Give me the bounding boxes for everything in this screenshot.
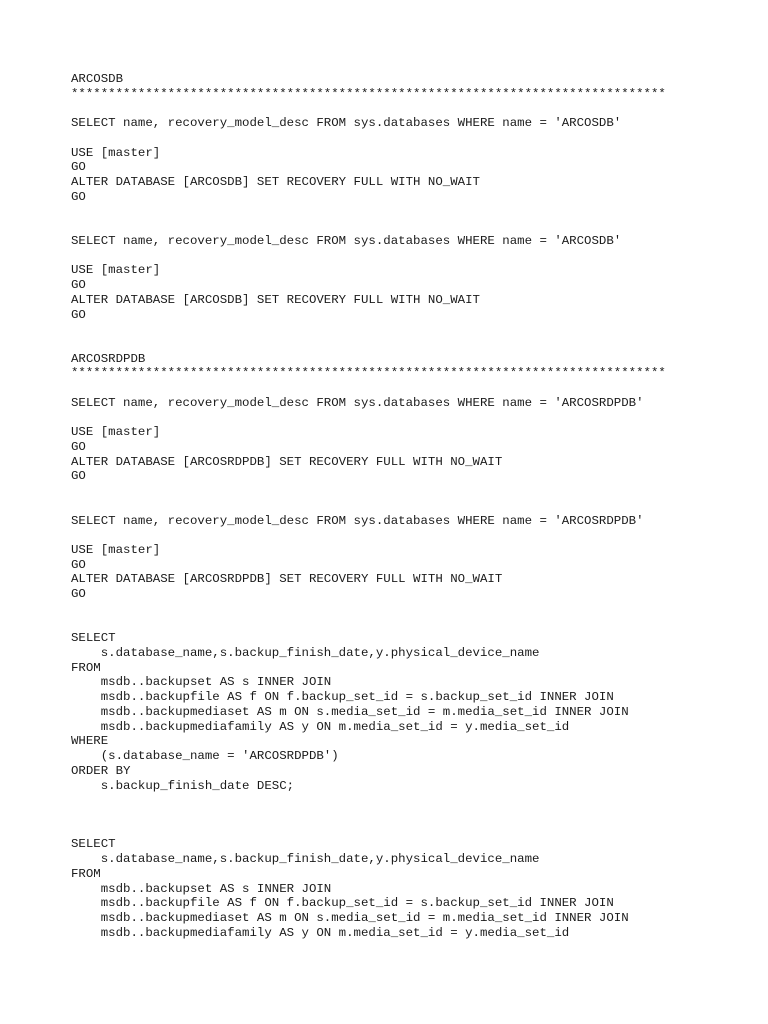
blank-line <box>71 219 751 234</box>
document-line: USE [master] <box>71 263 161 278</box>
blank-line <box>71 823 751 838</box>
document-line: GO <box>71 557 86 572</box>
blank-line <box>71 411 751 426</box>
document-line: ALTER DATABASE [ARCOSDB] SET RECOVERY FULL WITH NO_WAIT <box>71 292 480 307</box>
document-line: ARCOSRDPDB <box>71 351 146 366</box>
document-body <box>71 72 751 940</box>
document-line: (s.database_name = 'ARCOSRDPDB') <box>71 749 339 764</box>
document-line: SELECT name, recovery_model_desc FROM sys.databases WHERE name = 'ARCOSRDPDB' <box>71 513 644 528</box>
document-line: GO <box>71 587 86 602</box>
blank-line <box>71 204 751 219</box>
document-line: GO <box>71 160 86 175</box>
document-line: SELECT name, recovery_model_desc FROM sys.databases WHERE name = 'ARCOSRDPDB' <box>71 395 644 410</box>
document-line: msdb..backupset AS s INNER JOIN <box>71 881 332 896</box>
blank-line <box>71 322 751 337</box>
document-line: USE [master] <box>71 425 161 440</box>
document-line: ARCOSDB <box>71 72 124 86</box>
document-line: SELECT name, recovery_model_desc FROM sys.databases WHERE name = 'ARCOSDB' <box>71 116 622 131</box>
document-page <box>71 72 751 940</box>
document-line: s.backup_finish_date DESC; <box>71 778 295 793</box>
blank-line <box>71 101 751 116</box>
document-line: msdb..backupmediaset AS m ON s.media_set_id = m.media_set_id INNER JOIN <box>71 910 629 925</box>
document-line: USE [master] <box>71 543 161 557</box>
document-line: ORDER BY <box>71 763 131 778</box>
document-line: GO <box>71 189 86 204</box>
blank-line <box>71 381 751 396</box>
blank-line <box>71 602 751 617</box>
blank-line <box>71 617 751 632</box>
document-line: GO <box>71 307 86 322</box>
blank-line <box>71 337 751 352</box>
blank-line <box>71 793 751 808</box>
document-line: ******************************************************************************** <box>71 86 666 101</box>
document-line: GO <box>71 439 86 454</box>
document-line: FROM <box>71 866 101 881</box>
blank-line <box>71 808 751 823</box>
document-line: ******************************************************************************** <box>71 366 666 381</box>
document-line: msdb..backupset AS s INNER JOIN <box>71 675 332 690</box>
document-line: msdb..backupmediaset AS m ON s.media_set_id = m.media_set_id INNER JOIN <box>71 704 629 719</box>
document-line: ALTER DATABASE [ARCOSDB] SET RECOVERY FULL WITH NO_WAIT <box>71 175 480 190</box>
document-line: SELECT name, recovery_model_desc FROM sys.databases WHERE name = 'ARCOSDB' <box>71 233 622 248</box>
document-line: msdb..backupmediafamily AS y ON m.media_set_id = y.media_set_id <box>71 719 570 734</box>
document-line: GO <box>71 278 86 293</box>
document-line: ALTER DATABASE [ARCOSRDPDB] SET RECOVERY FULL WITH NO_WAIT <box>71 454 503 469</box>
document-line: WHERE <box>71 734 109 749</box>
document-line: GO <box>71 469 86 484</box>
document-line: FROM <box>71 660 101 675</box>
document-line: s.database_name,s.backup_finish_date,y.physical_device_name <box>71 852 540 867</box>
blank-line <box>71 131 751 146</box>
document-line: SELECT <box>71 631 116 646</box>
document-line: msdb..backupmediafamily AS y ON m.media_set_id = y.media_set_id <box>71 925 570 940</box>
blank-line <box>71 484 751 499</box>
document-line: USE [master] <box>71 145 161 160</box>
document-line: msdb..backupfile AS f ON f.backup_set_id = s.backup_set_id INNER JOIN <box>71 896 614 911</box>
document-line: SELECT <box>71 837 116 852</box>
document-line: ALTER DATABASE [ARCOSRDPDB] SET RECOVERY FULL WITH NO_WAIT <box>71 572 503 587</box>
blank-line <box>71 528 751 543</box>
document-line: s.database_name,s.backup_finish_date,y.physical_device_name <box>71 646 540 661</box>
blank-line <box>71 499 751 514</box>
blank-line <box>71 249 751 264</box>
document-line: msdb..backupfile AS f ON f.backup_set_id = s.backup_set_id INNER JOIN <box>71 690 614 705</box>
